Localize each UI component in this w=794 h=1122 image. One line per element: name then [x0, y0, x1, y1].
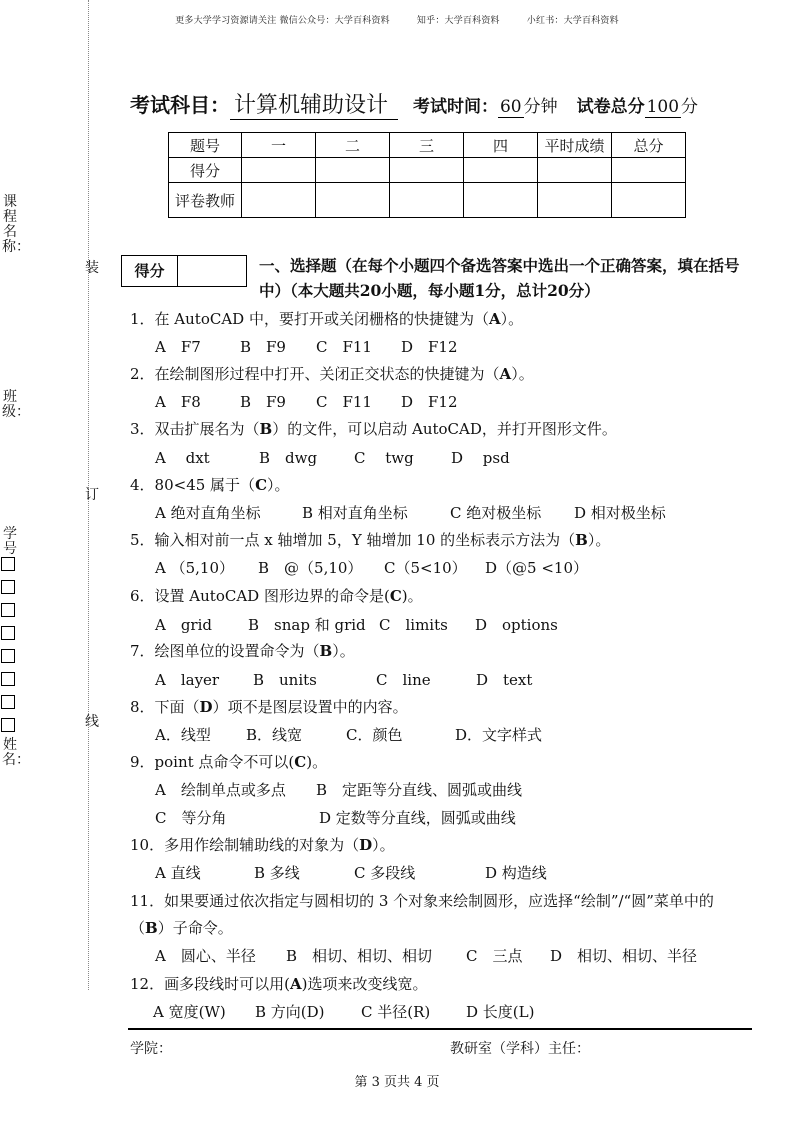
option: B dwg: [259, 449, 318, 467]
grader-cell[interactable]: [390, 183, 464, 218]
option: D．文字样式: [455, 726, 543, 744]
time-value: 60: [499, 97, 522, 117]
row-label: 评卷教师: [169, 183, 242, 218]
option: B units: [253, 671, 317, 689]
option: A F7: [155, 338, 201, 356]
question-text: 9．point 点命令不可以(: [130, 753, 295, 771]
grader-cell[interactable]: [242, 183, 316, 218]
option: D 定数等分直线，圆弧或曲线: [319, 809, 516, 827]
question-text: ）项不是图层设置中的内容。: [212, 698, 408, 716]
header-cell: 平时成绩: [538, 133, 612, 158]
total-unit: 分: [681, 97, 699, 117]
exam-title-row: [130, 88, 698, 120]
option: D 相切、相切、半径: [550, 947, 698, 965]
question-text: ）。: [511, 365, 534, 383]
option: C（5<10）: [384, 559, 467, 577]
answer: A: [488, 310, 501, 328]
score-cell[interactable]: [390, 158, 464, 183]
subject-value: 计算机辅助设计: [230, 88, 398, 120]
option: B．线宽: [246, 726, 303, 744]
option: D F12: [401, 338, 458, 356]
option: B @（5,10）: [258, 559, 363, 577]
option: C．颜色: [346, 726, 403, 744]
score-table: [168, 132, 686, 218]
score-cell[interactable]: [538, 158, 612, 183]
option: B F9: [240, 338, 286, 356]
row-label: 得分: [169, 158, 242, 183]
answer: C: [255, 476, 268, 494]
promo-zhihu: 知乎：大学百科资料: [416, 16, 500, 26]
grader-cell[interactable]: [538, 183, 612, 218]
option: B 方向(D): [255, 1003, 325, 1021]
footer-divider: [128, 1028, 752, 1030]
option: D 构造线: [485, 864, 547, 882]
score-cell[interactable]: [464, 158, 538, 183]
question-text: )。: [401, 587, 423, 605]
id-box[interactable]: [1, 580, 15, 594]
answer: B: [259, 420, 273, 438]
question: [130, 834, 395, 855]
student-id-boxes: [1, 557, 15, 732]
option: D text: [476, 671, 533, 689]
answer: C: [389, 587, 402, 605]
question: [130, 890, 714, 911]
score-table-header-row: [169, 133, 686, 158]
id-box[interactable]: [1, 626, 15, 640]
answer: C: [294, 753, 307, 771]
question-text: （: [130, 919, 146, 937]
question-text: 8．下面（: [130, 698, 200, 716]
option: C 绝对极坐标: [450, 504, 542, 522]
question: [130, 751, 327, 772]
section-score-box[interactable]: [121, 255, 247, 287]
option: D F12: [401, 393, 458, 411]
question-text: 2．在绘制图形过程中打开、关闭正交状态的快捷键为（: [130, 365, 500, 383]
score-cell[interactable]: [242, 158, 316, 183]
answer: D: [199, 698, 213, 716]
question-text: ）。: [587, 531, 611, 549]
score-cell[interactable]: [612, 158, 686, 183]
option: C line: [376, 671, 431, 689]
question-text: 7．绘图单位的设置命令为（: [130, 642, 320, 660]
id-box[interactable]: [1, 649, 15, 663]
question: [130, 696, 408, 717]
grader-row: [169, 183, 686, 218]
header-cell: 题号: [169, 133, 242, 158]
option: A 绝对直角坐标: [155, 504, 261, 522]
bind-char-ding: 订: [85, 487, 99, 503]
question-text: ）子命令。: [157, 919, 233, 937]
college-label: 学院：: [130, 1041, 172, 1057]
header-cell: 一: [242, 133, 316, 158]
option: C 等分角: [155, 809, 227, 827]
promo-wechat: 更多大学学习资源请关注 微信公众号：大学百科资料: [175, 16, 390, 26]
question-text: 4．80<45 属于（: [130, 476, 256, 494]
option: D 长度(L): [466, 1003, 535, 1021]
option: B 相切、相切、相切: [286, 947, 433, 965]
option: C F11: [316, 338, 372, 356]
grader-cell[interactable]: [316, 183, 390, 218]
question-continued: [130, 917, 233, 938]
question: [130, 308, 523, 329]
question-text: 1．在 AutoCAD 中，要打开或关闭栅格的快捷键为（: [130, 310, 489, 328]
option: C 三点: [466, 947, 523, 965]
option: D（@5 <10）: [485, 559, 588, 577]
subject-label: 考试科目：: [130, 93, 230, 117]
question-text: 12．画多段线时可以用(: [130, 975, 290, 993]
answer: A: [289, 975, 302, 993]
total-value: 100: [646, 97, 680, 117]
office-head-label: 教研室（学科）主任：: [450, 1041, 590, 1057]
option: A dxt: [155, 449, 210, 467]
option: A 绘制单点或多点: [155, 781, 286, 799]
total-label: 试卷总分: [576, 97, 645, 117]
answer: B: [319, 642, 333, 660]
section-score-label: 得分: [122, 256, 178, 286]
grader-cell[interactable]: [612, 183, 686, 218]
option: A grid: [155, 616, 213, 634]
option: C twg: [354, 449, 414, 467]
question-text: ）的文件，可以启动 AutoCAD，并打开图形文件。: [272, 420, 617, 438]
student-id-label: 学号: [3, 526, 17, 557]
option: B 多线: [254, 864, 300, 882]
question-text: )选项来改变线宽。: [301, 975, 428, 993]
grader-cell[interactable]: [464, 183, 538, 218]
question: [130, 363, 534, 384]
option: B F9: [240, 393, 286, 411]
header-cell: 三: [390, 133, 464, 158]
option: B snap 和 grid: [248, 616, 366, 634]
score-row: [169, 158, 686, 183]
bind-char-zhuang: 装: [85, 260, 99, 276]
option: A 宽度(W): [153, 1003, 226, 1021]
time-label: 考试时间：: [412, 97, 498, 117]
answer: A: [499, 365, 512, 383]
option: C 半径(R): [361, 1003, 431, 1021]
id-box[interactable]: [1, 718, 15, 732]
id-box[interactable]: [1, 672, 15, 686]
question-text: 6．设置 AutoCAD 图形边界的命令是(: [130, 587, 390, 605]
option: B 相对直角坐标: [302, 504, 408, 522]
option: A （5,10）: [155, 559, 234, 577]
question: [130, 474, 290, 495]
student-name-label: 姓名：: [2, 737, 30, 768]
option: D psd: [451, 449, 510, 467]
option: A F8: [155, 393, 201, 411]
answer: B: [575, 531, 588, 549]
question-text: 5．输入相对前一点 x 轴增加 5，Y 轴增加 10 的坐标表示方法为（: [130, 531, 576, 549]
question-text: 11．如果要通过依次指定与圆相切的 3 个对象来绘制圆形，应选择“绘制”/“圆”菜单中的: [130, 892, 714, 910]
option: C 多段线: [354, 864, 416, 882]
answer: B: [145, 919, 158, 937]
option: C F11: [316, 393, 372, 411]
promo-xiaohongshu: 小红书：大学百科资料: [526, 16, 619, 26]
page-number: 第 3 页共 4 页: [354, 1075, 440, 1090]
question: [130, 640, 355, 661]
option: D 相对极坐标: [574, 504, 666, 522]
time-unit: 分钟: [523, 97, 558, 117]
question-text: 3．双击扩展名为（: [130, 420, 260, 438]
option: A 圆心、半径: [155, 947, 256, 965]
question: [130, 585, 423, 606]
question-text: 10．多用作绘制辅助线的对象为（: [130, 836, 360, 854]
option: C limits: [379, 616, 448, 634]
header-cell: 总分: [612, 133, 686, 158]
question-text: ）。: [500, 310, 524, 328]
id-box[interactable]: [1, 557, 15, 571]
course-name-label: 课程名称：: [2, 194, 30, 255]
option: A layer: [155, 671, 220, 689]
header-cell: 二: [316, 133, 390, 158]
header-cell: 四: [464, 133, 538, 158]
option: A 直线: [155, 864, 201, 882]
question-text: ）。: [332, 642, 355, 660]
option: A．线型: [155, 726, 211, 744]
id-box[interactable]: [1, 695, 15, 709]
question: [130, 973, 427, 994]
question-text: )。: [306, 753, 328, 771]
section-title: 一、选择题（在每个小题四个备选答案中选出一个正确答案，填在括号中）（本大题共20小题，每小题1分，总计20分）: [259, 256, 740, 300]
answer: D: [359, 836, 373, 854]
question-text: ）。: [372, 836, 395, 854]
bind-char-xian: 线: [85, 714, 99, 730]
option: D options: [475, 616, 558, 634]
header-promo: [0, 13, 794, 26]
score-cell[interactable]: [316, 158, 390, 183]
id-box[interactable]: [1, 603, 15, 617]
question: [130, 529, 610, 550]
question: [130, 418, 617, 439]
class-label: 班级：: [2, 389, 30, 420]
question-text: ）。: [267, 476, 290, 494]
option: B 定距等分直线、圆弧或曲线: [316, 781, 523, 799]
